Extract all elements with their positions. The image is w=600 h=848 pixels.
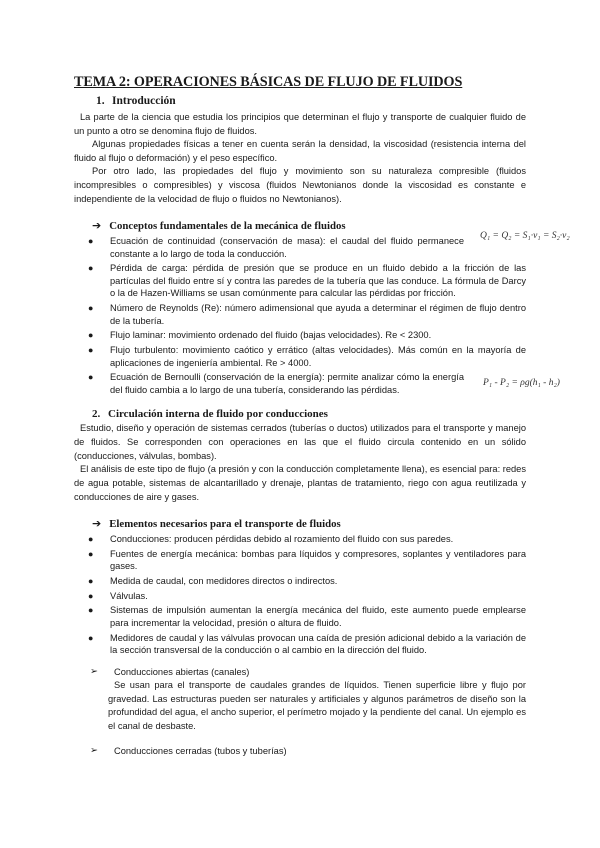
list-item: ● Válvulas. <box>88 590 148 601</box>
list-item: ● Sistemas de impulsión aumentan la energía mecánica del fluido, este aumento puede emplearse para incrementar la velocidad, presión o altura de fluido. <box>88 605 526 628</box>
continuity-formula: Q₁ = Q₂ = S₁·v₁ = S₂·v₂ <box>480 231 570 241</box>
list-item: ● Pérdida de carga: pérdida de presión que se produce en un fluido debido a la fricción de las partículas del fluido entre sí y contra las paredes de la tubería que las conduce. La fórmula de Darcy o la de Hazen-Williams se usan comúnmente para calcular las pérdidas por fricción. <box>88 263 526 299</box>
bullet-icon: ● <box>88 330 94 341</box>
open-channels-heading-text: Conducciones abiertas (canales) <box>114 666 250 677</box>
list-item: ● Ecuación de continuidad (conservación de masa): el caudal del fluido permanece constante a lo largo de toda la conducción. <box>88 236 464 259</box>
intro-paragraph-1: La parte de la ciencia que estudia los principios que determinan el flujo y transporte de cualquier fluido de un punto a otro se denomina flujo de fluidos. <box>74 112 526 136</box>
list-item: ● Número de Reynolds (Re): número adimensional que ayuda a determinar el régimen de flujo dentro de la tubería. <box>88 303 526 326</box>
open-channels-paragraph: Se usan para el transporte de caudales grandes de líquidos. Tienen superficie libre y flujo por gravedad. Las estructuras pueden ser naturales y artificiales y algunos parámetros de diseño son la profundidad del agua, el ancho superior, el perímetro mojado y la pendiente del canal. Un ejemplo es el canal de desbaste. <box>108 680 526 731</box>
bullet-icon: ● <box>88 605 94 616</box>
bullet-icon: ● <box>88 345 94 356</box>
arrow-right-icon: ➔ <box>92 517 102 530</box>
closed-channels-heading-text: Conducciones cerradas (tubos y tuberías) <box>114 745 287 756</box>
list-item: ● Medidores de caudal y las válvulas provocan una caída de presión adicional debido a la variación de la sección transversal de la conducción o al cambio en la dirección del fluido. <box>88 632 526 656</box>
bullet-icon: ● <box>88 236 94 246</box>
intro-paragraph-2: Algunas propiedades físicas a tener en cuenta serán la densidad, la viscosidad (resistencia interna del fluido al flujo o deformación) y el peso específico. <box>74 139 526 163</box>
triangle-arrow-icon: ➢ <box>90 745 98 756</box>
bullet-icon: ● <box>88 534 94 544</box>
elements-heading <box>92 517 341 530</box>
list-item: ● Fuentes de energía mecánica: bombas para líquidos y compresores, soplantes y ventiladores para gases. <box>88 548 526 572</box>
arrow-right-icon: ➔ <box>92 219 102 232</box>
section-1-number: 1. <box>96 95 105 107</box>
bernoulli-formula: P₁ - P₂ = ρg(h₁ - h₂) <box>483 378 560 388</box>
section-2-paragraph-1: Estudio, diseño y operación de sistemas cerrados (tuberías o ductos) utilizados para el transporte y manejo de fluidos. Se corresponden con operaciones en las que el fluido circula contenido en un sólido (conducciones, válvulas, bombas). <box>74 423 526 461</box>
bullet-icon: ● <box>88 575 94 586</box>
list-item: ● Flujo laminar: movimiento ordenado del fluido (bajas velocidades). Re < 2300. <box>88 330 432 341</box>
page-title: TEMA 2: OPERACIONES BÁSICAS DE FLUJO DE FLUIDOS <box>74 74 463 90</box>
open-channels-heading <box>90 666 249 677</box>
bullet-icon: ● <box>88 632 94 643</box>
list-item: ● Conducciones: producen pérdidas debido al rozamiento del fluido con sus paredes. <box>88 534 454 544</box>
section-2-title: Circulación interna de fluido por conducciones <box>108 408 328 420</box>
intro-paragraph-3: Por otro lado, las propiedades del flujo y movimiento son su naturaleza compresible (fluidos incompresibles o compresibles) y viscosa (fluidos Newtonianos donde la viscosidad es constante e independiente de la velocidad de flujo o fluidos no Newtonianos). <box>74 166 526 204</box>
section-2-number: 2. <box>92 408 101 420</box>
list-item: ● Ecuación de Bernoulli (conservación de la energía): permite analizar cómo la energía del fluido cambia a lo largo de una tubería, considerando las pérdidas. <box>88 372 464 395</box>
concepts-list <box>86 235 526 399</box>
bullet-icon: ● <box>88 263 94 274</box>
closed-channels-heading <box>90 745 287 756</box>
triangle-arrow-icon: ➢ <box>90 666 98 677</box>
elements-heading-text: Elementos necesarios para el transporte de fluidos <box>109 517 341 530</box>
section-1-heading <box>96 95 176 107</box>
section-2-heading <box>92 408 328 420</box>
list-item: ● Medida de caudal, con medidores directos o indirectos. <box>88 575 338 586</box>
bullet-icon: ● <box>88 372 94 383</box>
concepts-heading <box>92 219 346 232</box>
bullet-icon: ● <box>88 590 94 601</box>
elements-list <box>86 533 526 659</box>
bullet-icon: ● <box>88 548 94 559</box>
list-item: ● Flujo turbulento: movimiento caótico y errático (altas velocidades). Más común en la mayoría de aplicaciones de ingeniería ambiental. Re > 4000. <box>88 345 526 368</box>
concepts-heading-text: Conceptos fundamentales de la mecánica de fluidos <box>109 219 346 232</box>
section-1-title: Introducción <box>112 95 176 107</box>
bullet-icon: ● <box>88 303 94 314</box>
section-2-paragraph-2: El análisis de este tipo de flujo (a presión y con la conducción completamente llena), es esencial para: redes de agua potable, sistemas de alcantarillado y drenaje, plantas de tratamiento, riego con agua reutilizada y conducciones de aire y gases. <box>74 464 526 502</box>
